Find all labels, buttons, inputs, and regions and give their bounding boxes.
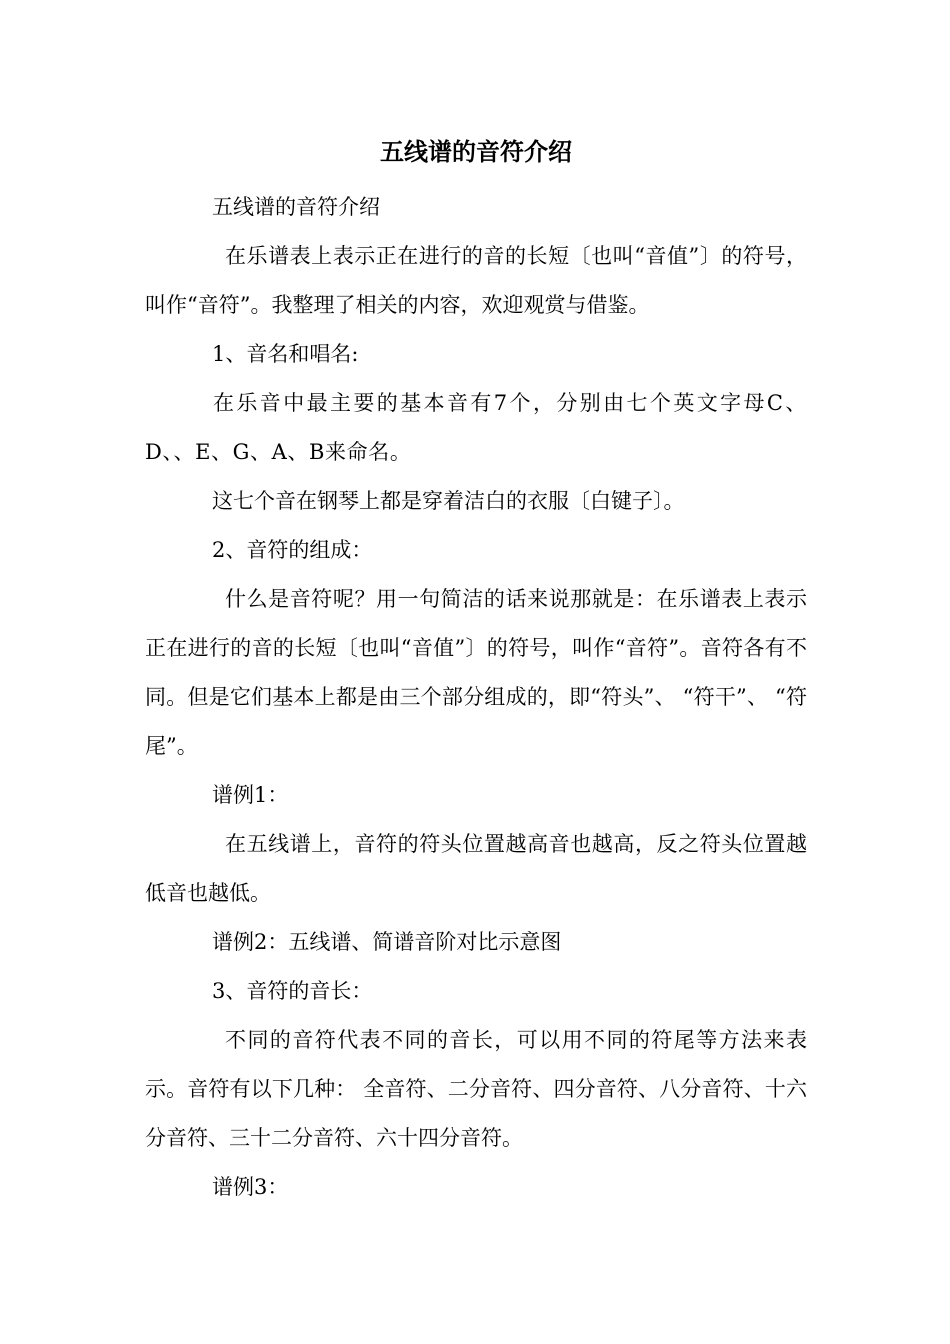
heading-note-composition: 2、音符的组成： (212, 538, 373, 562)
example-1-label: 谱例1： (212, 783, 289, 807)
example-3-label: 谱例3： (212, 1175, 289, 1199)
document-body (145, 132, 807, 1212)
paragraph-note-types: 不同的音符代表不同的音长，可以用不同的符尾等方法来表示。音符有以下几种： 全音符、二分音符、四分音符、八分音符、十六分音符、三十二分音符、六十四分音符。 (145, 1028, 807, 1150)
paragraph-subtitle: 五线谱的音符介绍 (212, 195, 380, 219)
paragraph-basic-notes: 在乐音中最主要的基本音有7个，分别由七个英文字母C、D、、E、G、A、B来命名。 (145, 391, 807, 464)
heading-note-names: 1、音名和唱名: (212, 342, 359, 366)
example-2-label: 谱例2：五线谱、简谱音阶对比示意图 (212, 930, 562, 954)
paragraph-note-parts: 什么是音符呢？用一句简洁的话来说那就是：在乐谱表上表示正在进行的音的长短〔也叫“音值”〕的符号，叫作“音符”。音符各有不同。但是它们基本上都是由三个部分组成的，即“符头”、 “符干”、 “符尾”。 (145, 587, 807, 758)
paragraph-note-pitch: 在五线谱上，音符的符头位置越高音也越高，反之符头位置越低音也越低。 (145, 832, 807, 905)
document-title: 五线谱的音符介绍 (380, 137, 572, 166)
paragraph-white-keys: 这七个音在钢琴上都是穿着洁白的衣服〔白键子〕。 (212, 489, 685, 513)
heading-note-duration: 3、音符的音长： (212, 979, 373, 1003)
paragraph-intro: 在乐谱表上表示正在进行的音的长短〔也叫“音值”〕的符号，叫作“音符”。我整理了相关的内容，欢迎观赏与借鉴。 (145, 244, 807, 317)
